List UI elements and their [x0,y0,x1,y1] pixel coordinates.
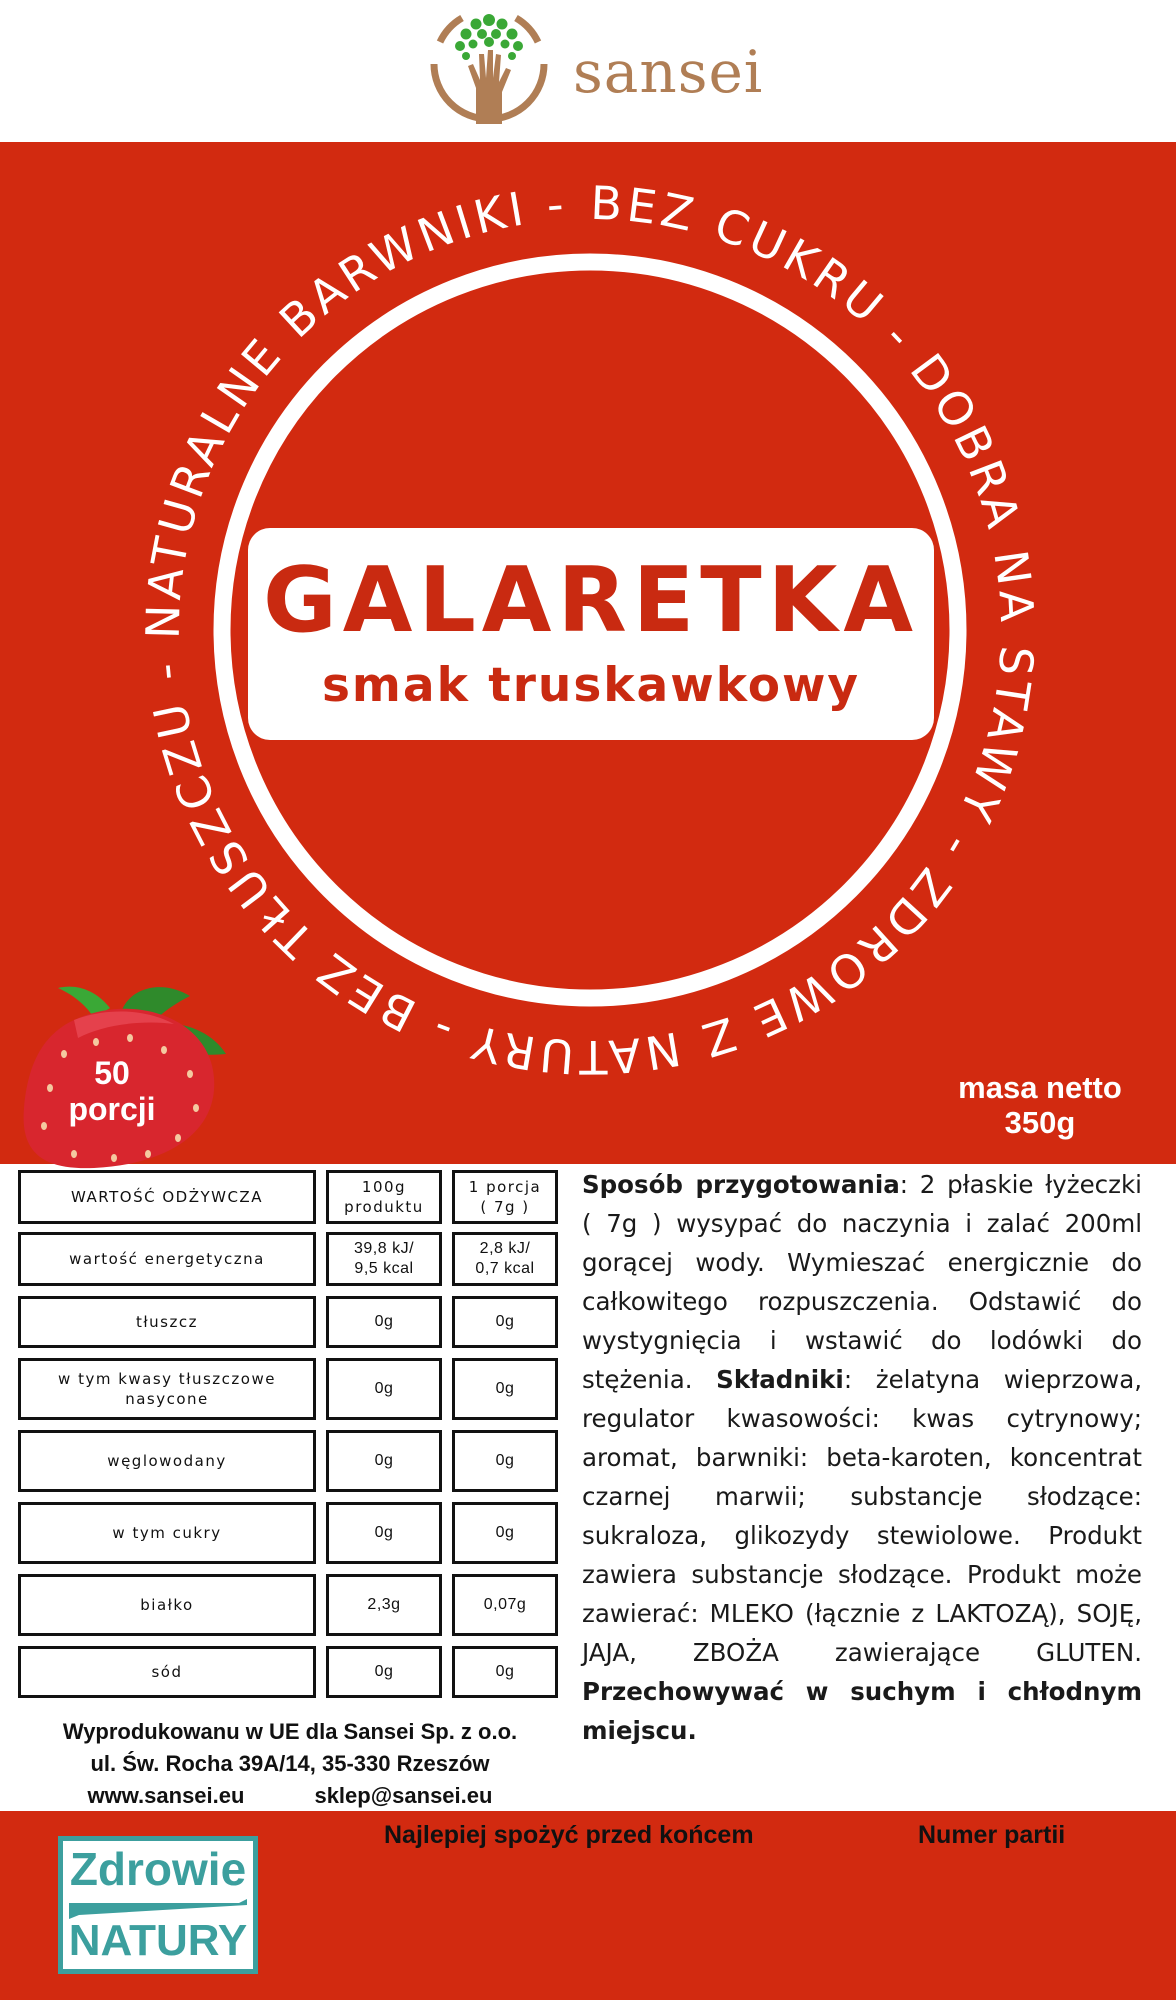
nutrition-row-label: węglowodany [18,1430,316,1492]
nutrition-table [0,0,1,1]
nutrition-row-label: w tym kwasy tłuszczowe nasycone [18,1358,316,1420]
nutrition-row-portion: 0g [452,1430,558,1492]
nutrition-row-label: tłuszcz [18,1296,316,1348]
preparation-heading: Sposób przygotowania [582,1170,900,1199]
nutrition-row-per100: 0g [326,1358,442,1420]
brand-name: sansei [573,38,764,106]
product-subtitle: smak truskawkowy [321,658,861,713]
ingredients-body: : żelatyna wieprzowa, regulator kwasowości: kwas cytrynowy; aromat, barwniki: beta-karoten, koncentrat czarnej marwii; substancje słodzące: sukraloza, glikozydy stewiolowe. Produkt zawiera substancje słodzące. Produkt może zawierać: MLEKO (łącznie z LAKTOZĄ), SOJĘ, JAJA, ZBOŻA zawierające GLUTEN. [582,1365,1142,1667]
circular-slogan: BEZ CUKRU - DOBRA NA STAWY - ZDROWE Z NATURY - BEZ TŁUSZCZU - NATURALNE BARWNIKI - [135,175,1045,1085]
nutrition-header-per100: 100g produktu [326,1170,442,1224]
nutrition-row-label: sód [18,1646,316,1698]
producer-email[interactable]: sklep@sansei.eu [314,1783,493,1808]
producer-address: ul. Św. Rocha 39A/14, 35-330 Rzeszów [90,1751,490,1776]
zdrowie-natury-logo [58,1836,258,1974]
best-before-label: Najlepiej spożyć przed końcem [384,1821,754,1849]
batch-number-label: Numer partii [918,1821,1066,1849]
nutrition-row-label: w tym cukry [18,1502,316,1564]
storage-note: Przechowywać w suchym i chłodnym miejscu. [582,1677,1142,1745]
nutrition-row-portion: 0g [452,1296,558,1348]
nutrition-row-portion: 2,8 kJ/ 0,7 kcal [452,1232,558,1286]
nutrition-row-per100: 0g [326,1430,442,1492]
producer-website[interactable]: www.sansei.eu [87,1783,245,1808]
ingredients-heading: Składniki [716,1365,844,1394]
nutrition-row-portion: 0g [452,1646,558,1698]
product-title: GALARETKA [262,548,920,653]
preparation-text [582,1165,1142,1750]
nutrition-row-per100: 2,3g [326,1574,442,1636]
nutrition-row-per100: 0g [326,1646,442,1698]
nutrition-row-per100: 39,8 kJ/ 9,5 kcal [326,1232,442,1286]
portions-badge [52,1055,172,1127]
nutrition-row-label: białko [18,1574,316,1636]
net-mass [920,1070,1160,1140]
nutrition-row-portion: 0,07g [452,1574,558,1636]
nutrition-row-portion: 0g [452,1358,558,1420]
nutrition-row-label: wartość energetyczna [18,1232,316,1286]
zdrowie-natury-bottom: NATURY [68,1916,248,1965]
preparation-body: : 2 płaskie łyżeczki ( 7g ) wysypać do naczynia i zalać 200ml gorącej wody. Wymieszać energicznie do całkowitego rozpuszczenia. Odstawić do wystygnięcia i wstawić do lodówki do stężenia. [582,1170,1142,1394]
net-mass-value: 350g [1004,1105,1076,1140]
hand-tree-icon [416,6,562,140]
nutrition-row-per100: 0g [326,1502,442,1564]
nutrition-header-portion: 1 porcja ( 7g ) [452,1170,558,1224]
portions-label: porcji [68,1091,156,1127]
nutrition-row-per100: 0g [326,1296,442,1348]
producer-line1: Wyprodukowanu w UE dla Sansei Sp. z o.o. [62,1719,518,1744]
producer-info [16,1716,564,1812]
net-mass-label: masa netto [958,1070,1122,1105]
title-box [248,528,934,740]
portions-count: 50 [94,1055,130,1091]
zdrowie-natury-top: Zdrowie [69,1843,247,1895]
producer-contacts [16,1780,564,1812]
nutrition-row-portion: 0g [452,1502,558,1564]
nutrition-header-label: WARTOŚĆ ODŻYWCZA [18,1170,316,1224]
